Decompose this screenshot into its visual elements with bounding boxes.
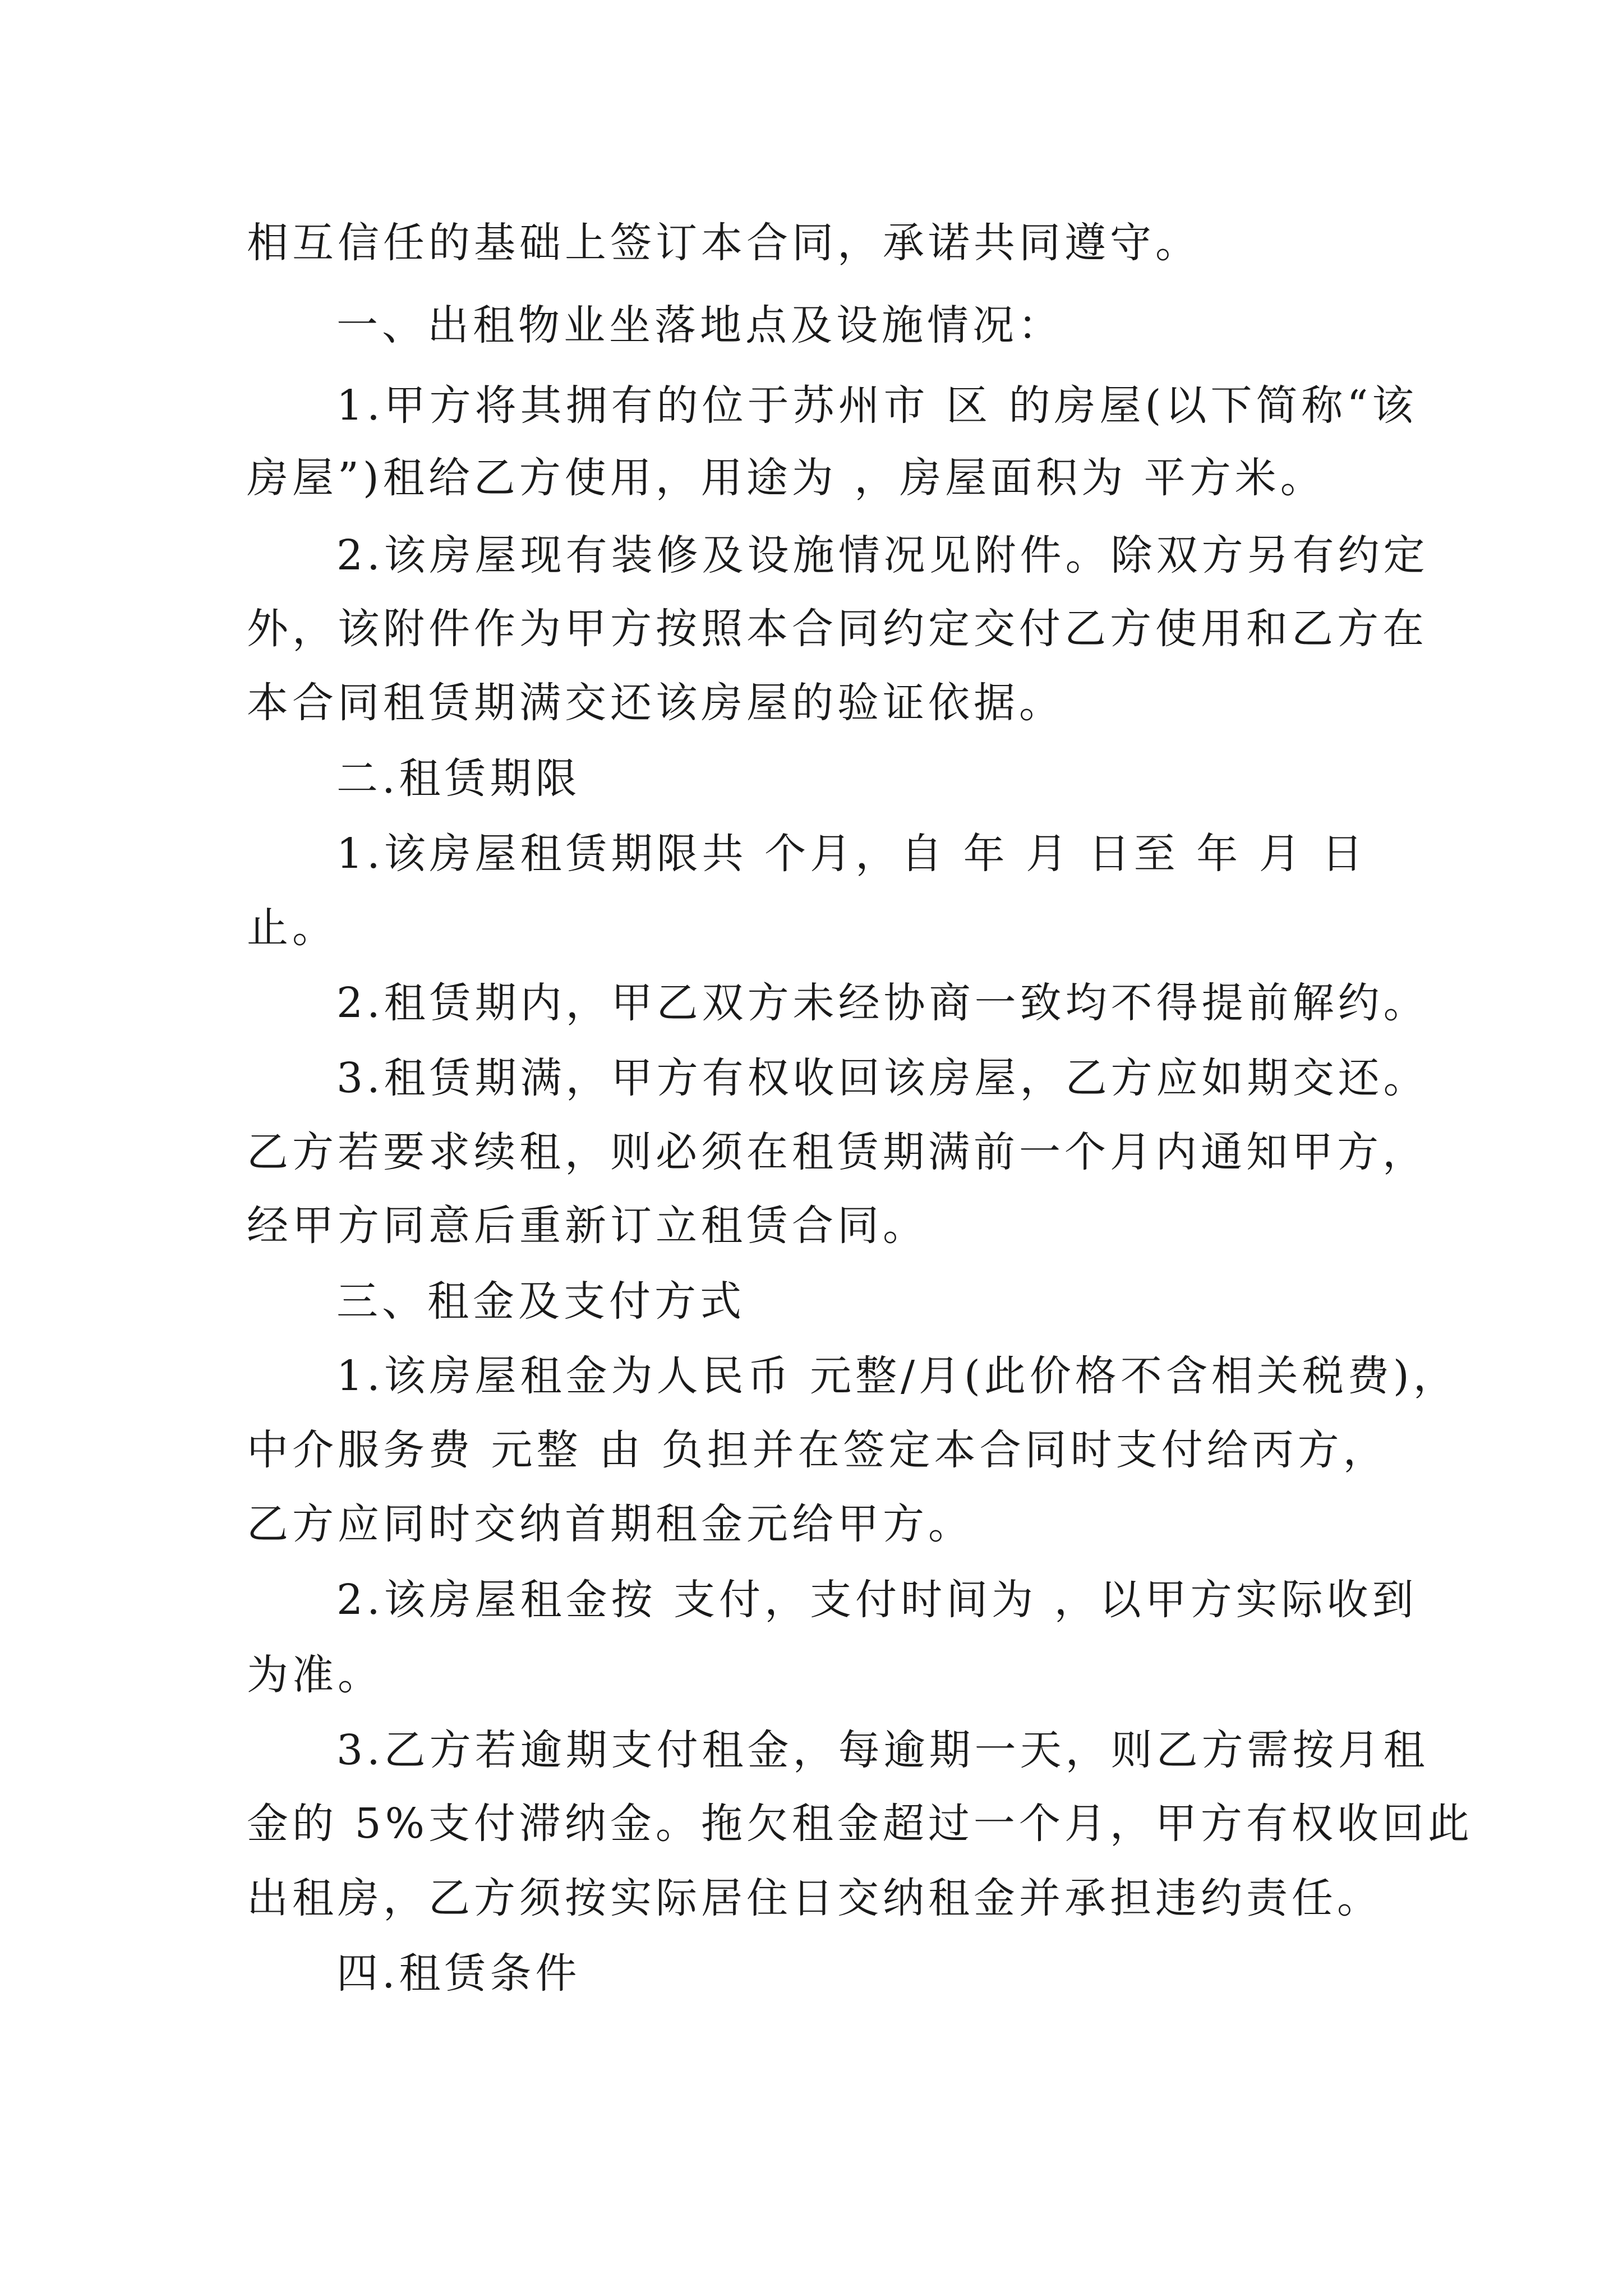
text-line: 乙方若要求续租，则必须在租赁期满前一个月内通知甲方， — [247, 1128, 1428, 1176]
text-line: 2.该房屋现有装修及设施情况见附件。除双方另有约定 — [336, 531, 1429, 579]
text-line: 止。 — [247, 904, 338, 952]
text-line: 为准。 — [247, 1651, 383, 1699]
text-line: 1.甲方将其拥有的位于苏州市 区 的房屋(以下简称“该 — [336, 381, 1418, 430]
text-line: 金的 5%支付滞纳金。拖欠租金超过一个月，甲方有权收回此 — [247, 1800, 1473, 1848]
text-line: 1.该房屋租赁期限共 个月，自 年 月 日至 年 月 日 — [336, 830, 1367, 878]
text-line: 出租房，乙方须按实际居住日交纳租金并承担违约责任。 — [247, 1874, 1382, 1922]
text-line: 乙方应同时交纳首期租金元给甲方。 — [247, 1500, 974, 1548]
section-heading: 三、租金及支付方式 — [336, 1277, 745, 1326]
text-line: 相互信任的基础上签订本合同，承诺共同遵守。 — [247, 219, 1201, 267]
section-heading: 二.租赁期限 — [336, 754, 581, 803]
text-line: 经甲方同意后重新订立租赁合同。 — [247, 1202, 928, 1250]
text-line: 本合同租赁期满交还该房屋的验证依据。 — [247, 679, 1064, 727]
text-line: 2.租赁期内，甲乙双方未经协商一致均不得提前解约。 — [336, 979, 1429, 1027]
text-line: 3.乙方若逾期支付租金，每逾期一天，则乙方需按月租 — [336, 1726, 1429, 1774]
text-line: 1.该房屋租金为人民币 元整/月(此价格不含相关税费)， — [336, 1352, 1459, 1400]
text-line: 中介服务费 元整 由 负担并在签定本合同时支付给丙方， — [247, 1426, 1389, 1474]
section-heading: 四.租赁条件 — [336, 1949, 581, 1998]
section-heading: 一、出租物业坐落地点及设施情况： — [336, 301, 1063, 349]
text-line: 2.该房屋租金按 支付，支付时间为 ，以甲方实际收到 — [336, 1576, 1418, 1624]
text-line: 外，该附件作为甲方按照本合同约定交付乙方使用和乙方在 — [247, 605, 1428, 653]
text-line: 3.租赁期满，甲方有权收回该房屋，乙方应如期交还。 — [336, 1054, 1429, 1102]
text-line: 房屋”)租给乙方使用，用途为 ，房屋面积为 平方米。 — [247, 454, 1326, 502]
